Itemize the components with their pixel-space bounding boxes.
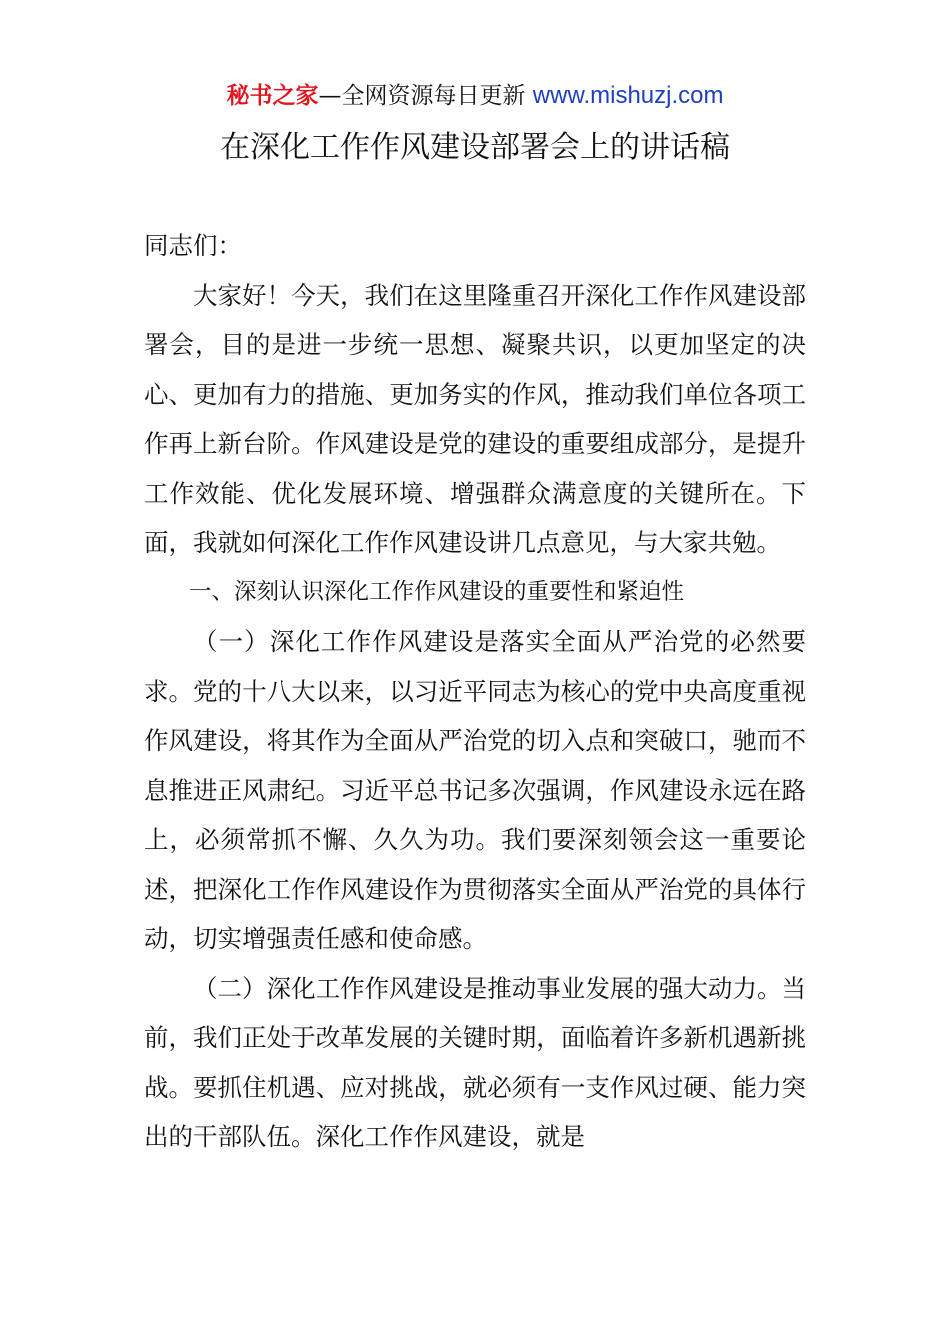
subsection-paragraph-1: （一）深化工作作风建设是落实全面从严治党的必然要求。党的十八大以来，以习近平同志为核心的党中央高度重视作风建设，将其作为全面从严治党的切入点和突破口，驰而不息推进正风肃纪。习近平总书记多次强调，作风建设永远在路上，必须常抓不懈、久久为功。我们要深刻领会这一重要论述，把深化工作作风建设作为贯彻落实全面从严治党的具体行动，切实增强责任感和使命感。	[144, 627, 806, 953]
brand-name: 秘书之家	[226, 83, 319, 109]
subsection-paragraph-2: （二）深化工作作风建设是推动事业发展的强大动力。当前，我们正处于改革发展的关键时期，面临着许多新机遇新挑战。要抓住机遇、应对挑战，就必须有一支作风过硬、能力突出的干部队伍。深化工作作风建设，就是	[144, 973, 806, 1151]
document-body	[144, 221, 806, 1162]
document-title: 在深化工作作风建设部署会上的讲话稿	[220, 130, 730, 165]
site-url-link[interactable]: www.mishuzj.com	[532, 82, 724, 109]
greeting: 同志们：	[144, 231, 242, 260]
section-heading-1: 一、深刻认识深化工作作风建设的重要性和紧迫性	[189, 578, 685, 605]
opening-paragraph: 大家好！今天，我们在这里隆重召开深化工作作风建设部署会，目的是进一步统一思想、凝聚共识，以更加坚定的决心、更加有力的措施、更加务实的作风，推动我们单位各项工作再上新台阶。作风建设是党的建设的重要组成部分，是提升工作效能、优化发展环境、增强群众满意度的关键所在。下面，我就如何深化工作作风建设讲几点意见，与大家共勉。	[144, 280, 806, 557]
site-tagline: —全网资源每日更新	[318, 83, 533, 109]
site-header	[0, 80, 950, 112]
